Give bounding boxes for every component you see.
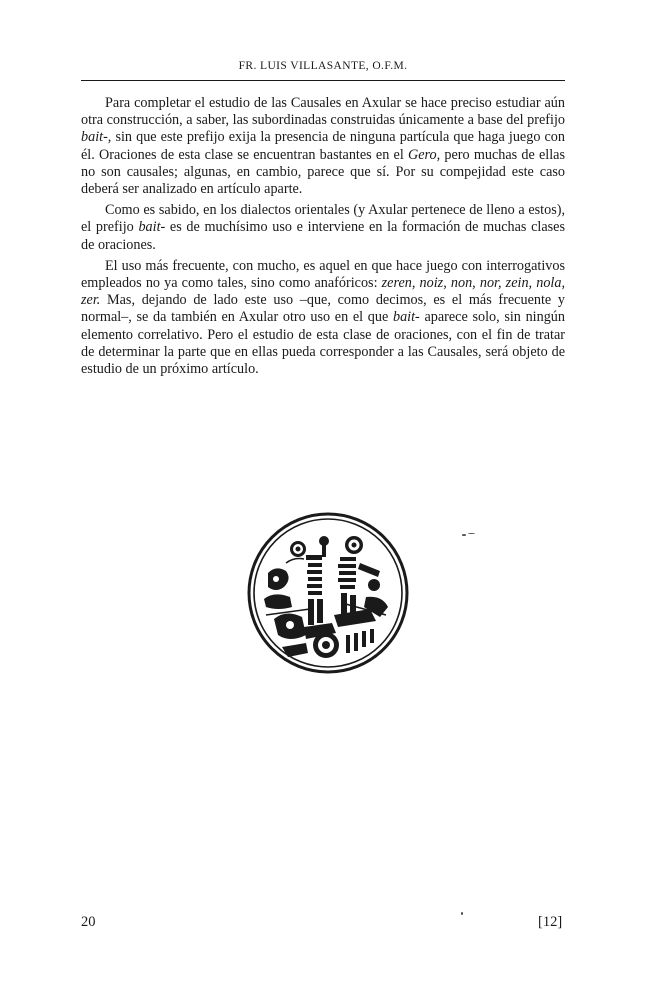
paragraph-3-seg-1: El uso más frecuente, con mucho, es aquel en que hace juego con interrogativos empleados no ya como tales, sino como anafóricos: xyxy=(81,257,565,292)
paragraph-1-seg-4: Gero, xyxy=(407,146,441,163)
paragraph-2 xyxy=(81,202,565,254)
circular-emblem-icon xyxy=(246,511,410,675)
paragraph-1-seg-5: pero muchas de ellas no son causales; algunas, en cambio, parece que sí. Por su compejidad este caso deberá ser analizado en artículo aparte. xyxy=(81,146,565,198)
running-head: FR. LUIS VILLASANTE, O.F.M. xyxy=(238,60,408,72)
paragraph-1-seg-3: sin que este prefijo exija la presencia de ninguna partícula que haga juego con él. Oraciones de esta clase se encuentran bastantes en el xyxy=(81,129,565,163)
paragraph-3-seg-2: zeren, noiz, non, nor, zein, nola, zer. xyxy=(81,275,565,309)
paragraph-2-seg-1: Como es sabido, en los dialectos orientales (y Axular pertenece de lleno a estos), el prefijo xyxy=(81,202,565,236)
page-number: 20 xyxy=(81,914,96,930)
paragraph-2-seg-2: bait- xyxy=(138,219,166,236)
section-mark: [12] xyxy=(538,914,563,930)
paragraph-3-seg-3: Mas, dejando de lado este uso –que, como decimos, es el más frecuente y normal–, se da también en Axular otro uso en el que xyxy=(81,292,565,326)
paragraph-1-seg-2: bait-, xyxy=(81,129,112,146)
paragraph-3 xyxy=(81,258,565,378)
scan-speck xyxy=(468,533,475,534)
scan-speck xyxy=(461,912,463,915)
paragraph-1-seg-1: Para completar el estudio de las Causales en Axular se hace preciso estudiar aún otra construcción, a saber, las subordinadas construidas únicamente a base del prefijo xyxy=(81,95,565,129)
scan-speck xyxy=(462,534,466,536)
paragraph-1 xyxy=(81,95,565,198)
paragraph-2-seg-3: es de muchísimo uso e interviene en la formación de muchas clases de oraciones. xyxy=(81,219,565,253)
body-text xyxy=(81,95,565,382)
paragraph-3-seg-5: aparece solo, sin ningún elemento correlativo. Pero el estudio de esta clase de oraciones, con el fin de tratar de determinar la parte que en ellas pueda corresponder a las Causales, será objeto de estudio de un próximo artículo. xyxy=(81,309,565,378)
header-rule xyxy=(81,80,565,81)
paragraph-3-seg-4: bait- xyxy=(392,309,420,326)
